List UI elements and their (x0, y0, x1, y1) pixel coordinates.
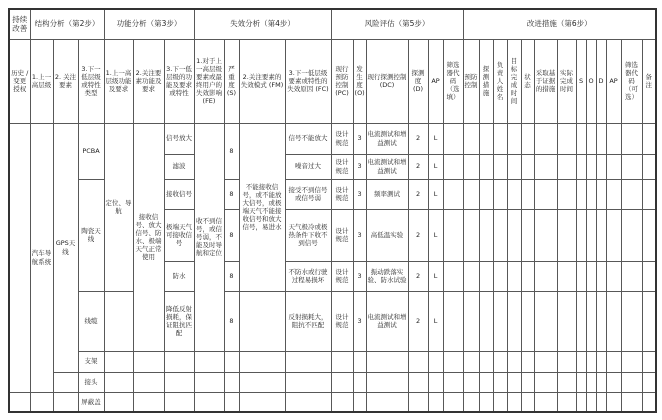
failure-mode-fm-header: 2.关注要素的失效模式 (FM) (239, 39, 285, 123)
empty-cell (239, 351, 285, 372)
column-header-row (9, 39, 656, 123)
empty-cell (463, 154, 479, 179)
empty-cell (586, 261, 596, 291)
empty-cell (366, 392, 408, 412)
empty-cell (366, 351, 408, 372)
empty-cell (576, 123, 586, 154)
empty-cell (104, 351, 133, 372)
failure-mode-cell: 不能接收信号，或不能放大信号，或极端天气不能接收信号和放大信号，易进水 (239, 123, 285, 291)
ap-cell: L (428, 261, 443, 291)
detection-cell: 2 (408, 154, 428, 179)
empty-cell (586, 123, 596, 154)
empty-cell (408, 372, 428, 392)
empty-cell (507, 154, 521, 179)
empty-cell (534, 123, 557, 154)
empty-cell (463, 372, 479, 392)
empty-cell (606, 154, 621, 179)
empty-cell (521, 372, 534, 392)
empty-cell (463, 261, 479, 291)
o-after-header: O (586, 39, 596, 123)
focus-element-header: 2. 关注要素 (53, 39, 78, 123)
empty-cell (463, 291, 479, 351)
empty-cell (479, 261, 493, 291)
empty-cell (606, 291, 621, 351)
empty-cell (586, 372, 596, 392)
empty-cell (443, 351, 463, 372)
empty-cell (586, 179, 596, 209)
lower-level-type-header: 3.下一低层级或特性类型 (78, 39, 104, 123)
pc-cell: 设计规范 (331, 179, 353, 209)
empty-cell (353, 392, 366, 412)
focus-function-header: 2.关注要素功能及要求 (133, 39, 164, 123)
empty-cell (642, 154, 656, 179)
empty-cell (557, 392, 576, 412)
empty-cell (596, 154, 606, 179)
empty-cell (164, 372, 194, 392)
occurrence-cell: 3 (353, 291, 366, 351)
empty-cell (428, 372, 443, 392)
history-authorization-header: 历史 / 变更授权 (9, 39, 30, 123)
upper-level-header: 1.上一高层级 (30, 39, 53, 123)
upper-level-function-header: 1.上一高层级功能及要求 (104, 39, 133, 123)
component-cell: 线缆 (78, 291, 104, 351)
empty-cell (586, 209, 596, 261)
empty-cell (621, 351, 642, 372)
empty-cell (557, 291, 576, 351)
empty-cell (479, 291, 493, 351)
empty-cell (463, 351, 479, 372)
empty-cell (596, 392, 606, 412)
group-risk-assessment: 风险评估（第5步） (331, 9, 463, 39)
empty-cell (443, 392, 463, 412)
empty-cell (443, 372, 463, 392)
empty-cell (493, 291, 507, 351)
s-after-header: S (576, 39, 586, 123)
sub-function-cell: 信号放大 (164, 123, 194, 154)
empty-cell (606, 209, 621, 261)
severity-cell: 8 (224, 261, 239, 291)
focus-element-cell: GPS天线 (53, 123, 78, 372)
empty-cell (534, 209, 557, 261)
empty-cell (353, 372, 366, 392)
empty-cell (463, 179, 479, 209)
empty-cell (576, 154, 586, 179)
empty-cell (224, 392, 239, 412)
severity-cell: 8 (224, 291, 239, 351)
detection-action-header: 探测措施 (479, 39, 493, 123)
empty-cell (479, 392, 493, 412)
empty-cell (534, 179, 557, 209)
focus-element-empty-cell (53, 392, 78, 412)
empty-cell (576, 392, 586, 412)
empty-cell (285, 372, 331, 392)
failure-mode-empty-cell (239, 291, 285, 351)
empty-cell (621, 372, 642, 392)
component-cell: 支架 (78, 351, 104, 372)
component-cell: 接头 (78, 372, 104, 392)
empty-cell (104, 392, 133, 412)
empty-cell (596, 261, 606, 291)
empty-cell (507, 179, 521, 209)
sub-function-cell: 接收信号 (164, 179, 194, 209)
empty-cell (557, 261, 576, 291)
empty-cell (557, 179, 576, 209)
empty-cell (408, 392, 428, 412)
component-cell: 屏蔽盖 (78, 392, 104, 412)
empty-cell (479, 372, 493, 392)
empty-cell (443, 209, 463, 261)
empty-cell (596, 209, 606, 261)
occurrence-cell: 3 (353, 261, 366, 291)
empty-cell (428, 392, 443, 412)
empty-cell (507, 123, 521, 154)
sub-function-cell: 降低反射损耗，保证阻抗匹配 (164, 291, 194, 351)
empty-cell (507, 291, 521, 351)
empty-cell (443, 261, 463, 291)
ap-cell: L (428, 209, 443, 261)
empty-cell (479, 351, 493, 372)
empty-cell (534, 392, 557, 412)
empty-cell (194, 351, 224, 372)
failure-cause-cell: 反射损耗大，阻抗不匹配 (285, 291, 331, 351)
prevention-action-header: 预防控制 (463, 39, 479, 123)
ap-cell: L (428, 179, 443, 209)
history-cell (9, 392, 30, 412)
severity-cell: 8 (224, 123, 239, 179)
empty-cell (428, 351, 443, 372)
empty-cell (224, 372, 239, 392)
system-cell: 汽车导航系统 (30, 123, 53, 392)
empty-cell (576, 351, 586, 372)
occurrence-cell: 3 (353, 154, 366, 179)
empty-cell (521, 179, 534, 209)
occurrence-cell: 3 (353, 209, 366, 261)
empty-cell (507, 209, 521, 261)
empty-cell (576, 179, 586, 209)
severity-cell: 8 (224, 179, 239, 209)
group-function-analysis: 功能分析（第3步） (104, 9, 194, 39)
empty-cell (596, 291, 606, 351)
empty-cell (164, 392, 194, 412)
sub-function-cell: 滤波 (164, 154, 194, 179)
empty-cell (534, 372, 557, 392)
empty-cell (443, 179, 463, 209)
table-row (9, 392, 656, 412)
empty-cell (507, 392, 521, 412)
empty-cell (621, 154, 642, 179)
empty-cell (621, 261, 642, 291)
empty-cell (493, 123, 507, 154)
empty-cell (521, 261, 534, 291)
empty-cell (194, 372, 224, 392)
remarks-header: 备注 (642, 39, 656, 123)
upper-function-cell: 定位、导航 (104, 123, 133, 291)
empty-cell (557, 123, 576, 154)
dc-cell: 频率测试 (366, 179, 408, 209)
empty-cell (507, 261, 521, 291)
empty-cell (104, 372, 133, 392)
occurrence-cell: 3 (353, 123, 366, 154)
detection-control-dc-header: 现行探测控制 (DC) (366, 39, 408, 123)
empty-cell (493, 179, 507, 209)
pc-cell: 设计规范 (331, 123, 353, 154)
empty-cell (606, 261, 621, 291)
empty-cell (443, 154, 463, 179)
empty-cell (586, 392, 596, 412)
empty-cell (331, 372, 353, 392)
dc-cell: 高低温实验 (366, 209, 408, 261)
occurrence-o-header: 发生度 (O) (353, 39, 366, 123)
empty-cell (331, 351, 353, 372)
detection-d-header: 探测度 (D) (408, 39, 428, 123)
table-row (9, 123, 656, 154)
empty-cell (534, 351, 557, 372)
target-completion-date-header: 目标完成时间 (507, 39, 521, 123)
table-row (9, 372, 656, 392)
empty-cell (285, 392, 331, 412)
empty-cell (331, 392, 353, 412)
empty-cell (596, 179, 606, 209)
empty-cell (521, 291, 534, 351)
group-header-row (9, 9, 656, 39)
table-row (9, 351, 656, 372)
pc-cell: 设计规范 (331, 291, 353, 351)
empty-cell (642, 261, 656, 291)
responsible-person-header: 负责人姓名 (493, 39, 507, 123)
empty-cell (224, 351, 239, 372)
empty-cell (521, 123, 534, 154)
ap-cell: L (428, 123, 443, 154)
sub-function-cell: 极端天气可接收信号 (164, 209, 194, 261)
focus-element-empty-cell (53, 372, 78, 392)
ap-header: AP (428, 39, 443, 123)
empty-cell (507, 351, 521, 372)
ap-after-header: AP (606, 39, 621, 123)
empty-cell (507, 372, 521, 392)
ap-cell: L (428, 291, 443, 351)
empty-cell (534, 291, 557, 351)
lower-level-function-header: 3.下一低层级的功能及要求或特性 (164, 39, 194, 123)
empty-cell (239, 372, 285, 392)
empty-cell (621, 291, 642, 351)
focus-function-cell: 接收信号、放大信号、防水、极端天气正常使用 (133, 123, 164, 351)
status-header: 状态 (521, 39, 534, 123)
detection-cell: 2 (408, 179, 428, 209)
empty-cell (408, 351, 428, 372)
history-cell (9, 123, 30, 392)
detection-cell: 2 (408, 123, 428, 154)
empty-cell (621, 209, 642, 261)
empty-cell (479, 154, 493, 179)
group-failure-analysis: 失效分析（第4步） (194, 9, 331, 39)
empty-cell (239, 392, 285, 412)
empty-cell (493, 392, 507, 412)
empty-cell (521, 154, 534, 179)
empty-cell (557, 372, 576, 392)
empty-cell (493, 154, 507, 179)
empty-cell (493, 209, 507, 261)
empty-cell (606, 351, 621, 372)
empty-cell (493, 351, 507, 372)
system-empty-cell (30, 392, 53, 412)
empty-cell (521, 351, 534, 372)
dc-cell: 电流测试和增益测试 (366, 291, 408, 351)
empty-cell (586, 154, 596, 179)
occurrence-cell: 3 (353, 179, 366, 209)
empty-cell (479, 209, 493, 261)
empty-cell (642, 372, 656, 392)
group-improvement-measures: 改进措施（第6步） (463, 9, 656, 39)
failure-cause-cell: 信号不能放大 (285, 123, 331, 154)
empty-cell (642, 179, 656, 209)
failure-cause-cell: 噪音过大 (285, 154, 331, 179)
pc-cell: 设计规范 (331, 261, 353, 291)
empty-cell (586, 351, 596, 372)
empty-cell (576, 291, 586, 351)
empty-cell (606, 179, 621, 209)
empty-cell (557, 351, 576, 372)
empty-cell (133, 392, 164, 412)
failure-cause-cell: 接受不到信号或信号弱 (285, 179, 331, 209)
failure-effect-fe-header: 1.对于上一高层级要素或最终用户的失效影响 (FE) (194, 39, 224, 123)
upper-function-empty-cell (104, 291, 133, 351)
empty-cell (443, 123, 463, 154)
sub-function-cell: 防水 (164, 261, 194, 291)
d-after-header: D (596, 39, 606, 123)
pc-cell: 设计规范 (331, 209, 353, 261)
empty-cell (596, 351, 606, 372)
severity-s-header: 严重度 (S) (224, 39, 239, 123)
empty-cell (596, 372, 606, 392)
empty-cell (463, 123, 479, 154)
empty-cell (621, 179, 642, 209)
detection-cell: 2 (408, 209, 428, 261)
failure-effect-cell: 收不到信号，或信号弱，不能及时导航和定位 (194, 123, 224, 351)
empty-cell (642, 209, 656, 261)
empty-cell (133, 351, 164, 372)
fmea-table (8, 8, 657, 413)
empty-cell (606, 392, 621, 412)
empty-cell (366, 372, 408, 392)
empty-cell (642, 123, 656, 154)
empty-cell (353, 351, 366, 372)
dc-cell: 电流测试和增益测试 (366, 123, 408, 154)
component-cell: 陶瓷天线 (78, 179, 104, 291)
empty-cell (606, 372, 621, 392)
ap-cell: L (428, 154, 443, 179)
empty-cell (642, 392, 656, 412)
empty-cell (194, 392, 224, 412)
detection-cell: 2 (408, 291, 428, 351)
empty-cell (557, 209, 576, 261)
empty-cell (493, 372, 507, 392)
empty-cell (479, 179, 493, 209)
empty-cell (493, 261, 507, 291)
dc-cell: 电流测试和增益测试 (366, 154, 408, 179)
empty-cell (534, 154, 557, 179)
component-cell: PCBA (78, 123, 104, 179)
empty-cell (586, 291, 596, 351)
filter-code-optional2-header: 筛选器代码（可选） (621, 39, 642, 123)
empty-cell (285, 351, 331, 372)
empty-cell (642, 291, 656, 351)
empty-cell (133, 372, 164, 392)
empty-cell (164, 351, 194, 372)
empty-cell (576, 209, 586, 261)
empty-cell (443, 291, 463, 351)
severity-cell: 8 (224, 209, 239, 261)
empty-cell (621, 392, 642, 412)
pc-cell: 设计规范 (331, 154, 353, 179)
empty-cell (463, 392, 479, 412)
detection-cell: 2 (408, 261, 428, 291)
evidence-based-action-header: 采取基于证据的措施 (534, 39, 557, 123)
actual-completion-date-header: 实际完成时间 (557, 39, 576, 123)
empty-cell (596, 123, 606, 154)
failure-cause-cell: 不防水或行驶过程易损坏 (285, 261, 331, 291)
empty-cell (621, 123, 642, 154)
empty-cell (463, 209, 479, 261)
dc-cell: 振动跌落实验、防水试验 (366, 261, 408, 291)
empty-cell (576, 261, 586, 291)
failure-cause-fc-header: 3.下一低层级要素或特性的失效原因 (FC) (285, 39, 331, 123)
empty-cell (534, 261, 557, 291)
table-row (9, 291, 656, 351)
group-continuous-improvement: 持续改善 (9, 9, 30, 39)
empty-cell (521, 209, 534, 261)
prevention-control-pc-header: 现行预防控制 (PC) (331, 39, 353, 123)
empty-cell (479, 123, 493, 154)
empty-cell (521, 392, 534, 412)
failure-cause-cell: 天气极冷或极热条件下收不到信号 (285, 209, 331, 261)
group-structure-analysis: 结构分析（第2步） (30, 9, 104, 39)
empty-cell (576, 372, 586, 392)
filter-code-optional-header: 筛选器代码（选填） (443, 39, 463, 123)
empty-cell (606, 123, 621, 154)
empty-cell (557, 154, 576, 179)
